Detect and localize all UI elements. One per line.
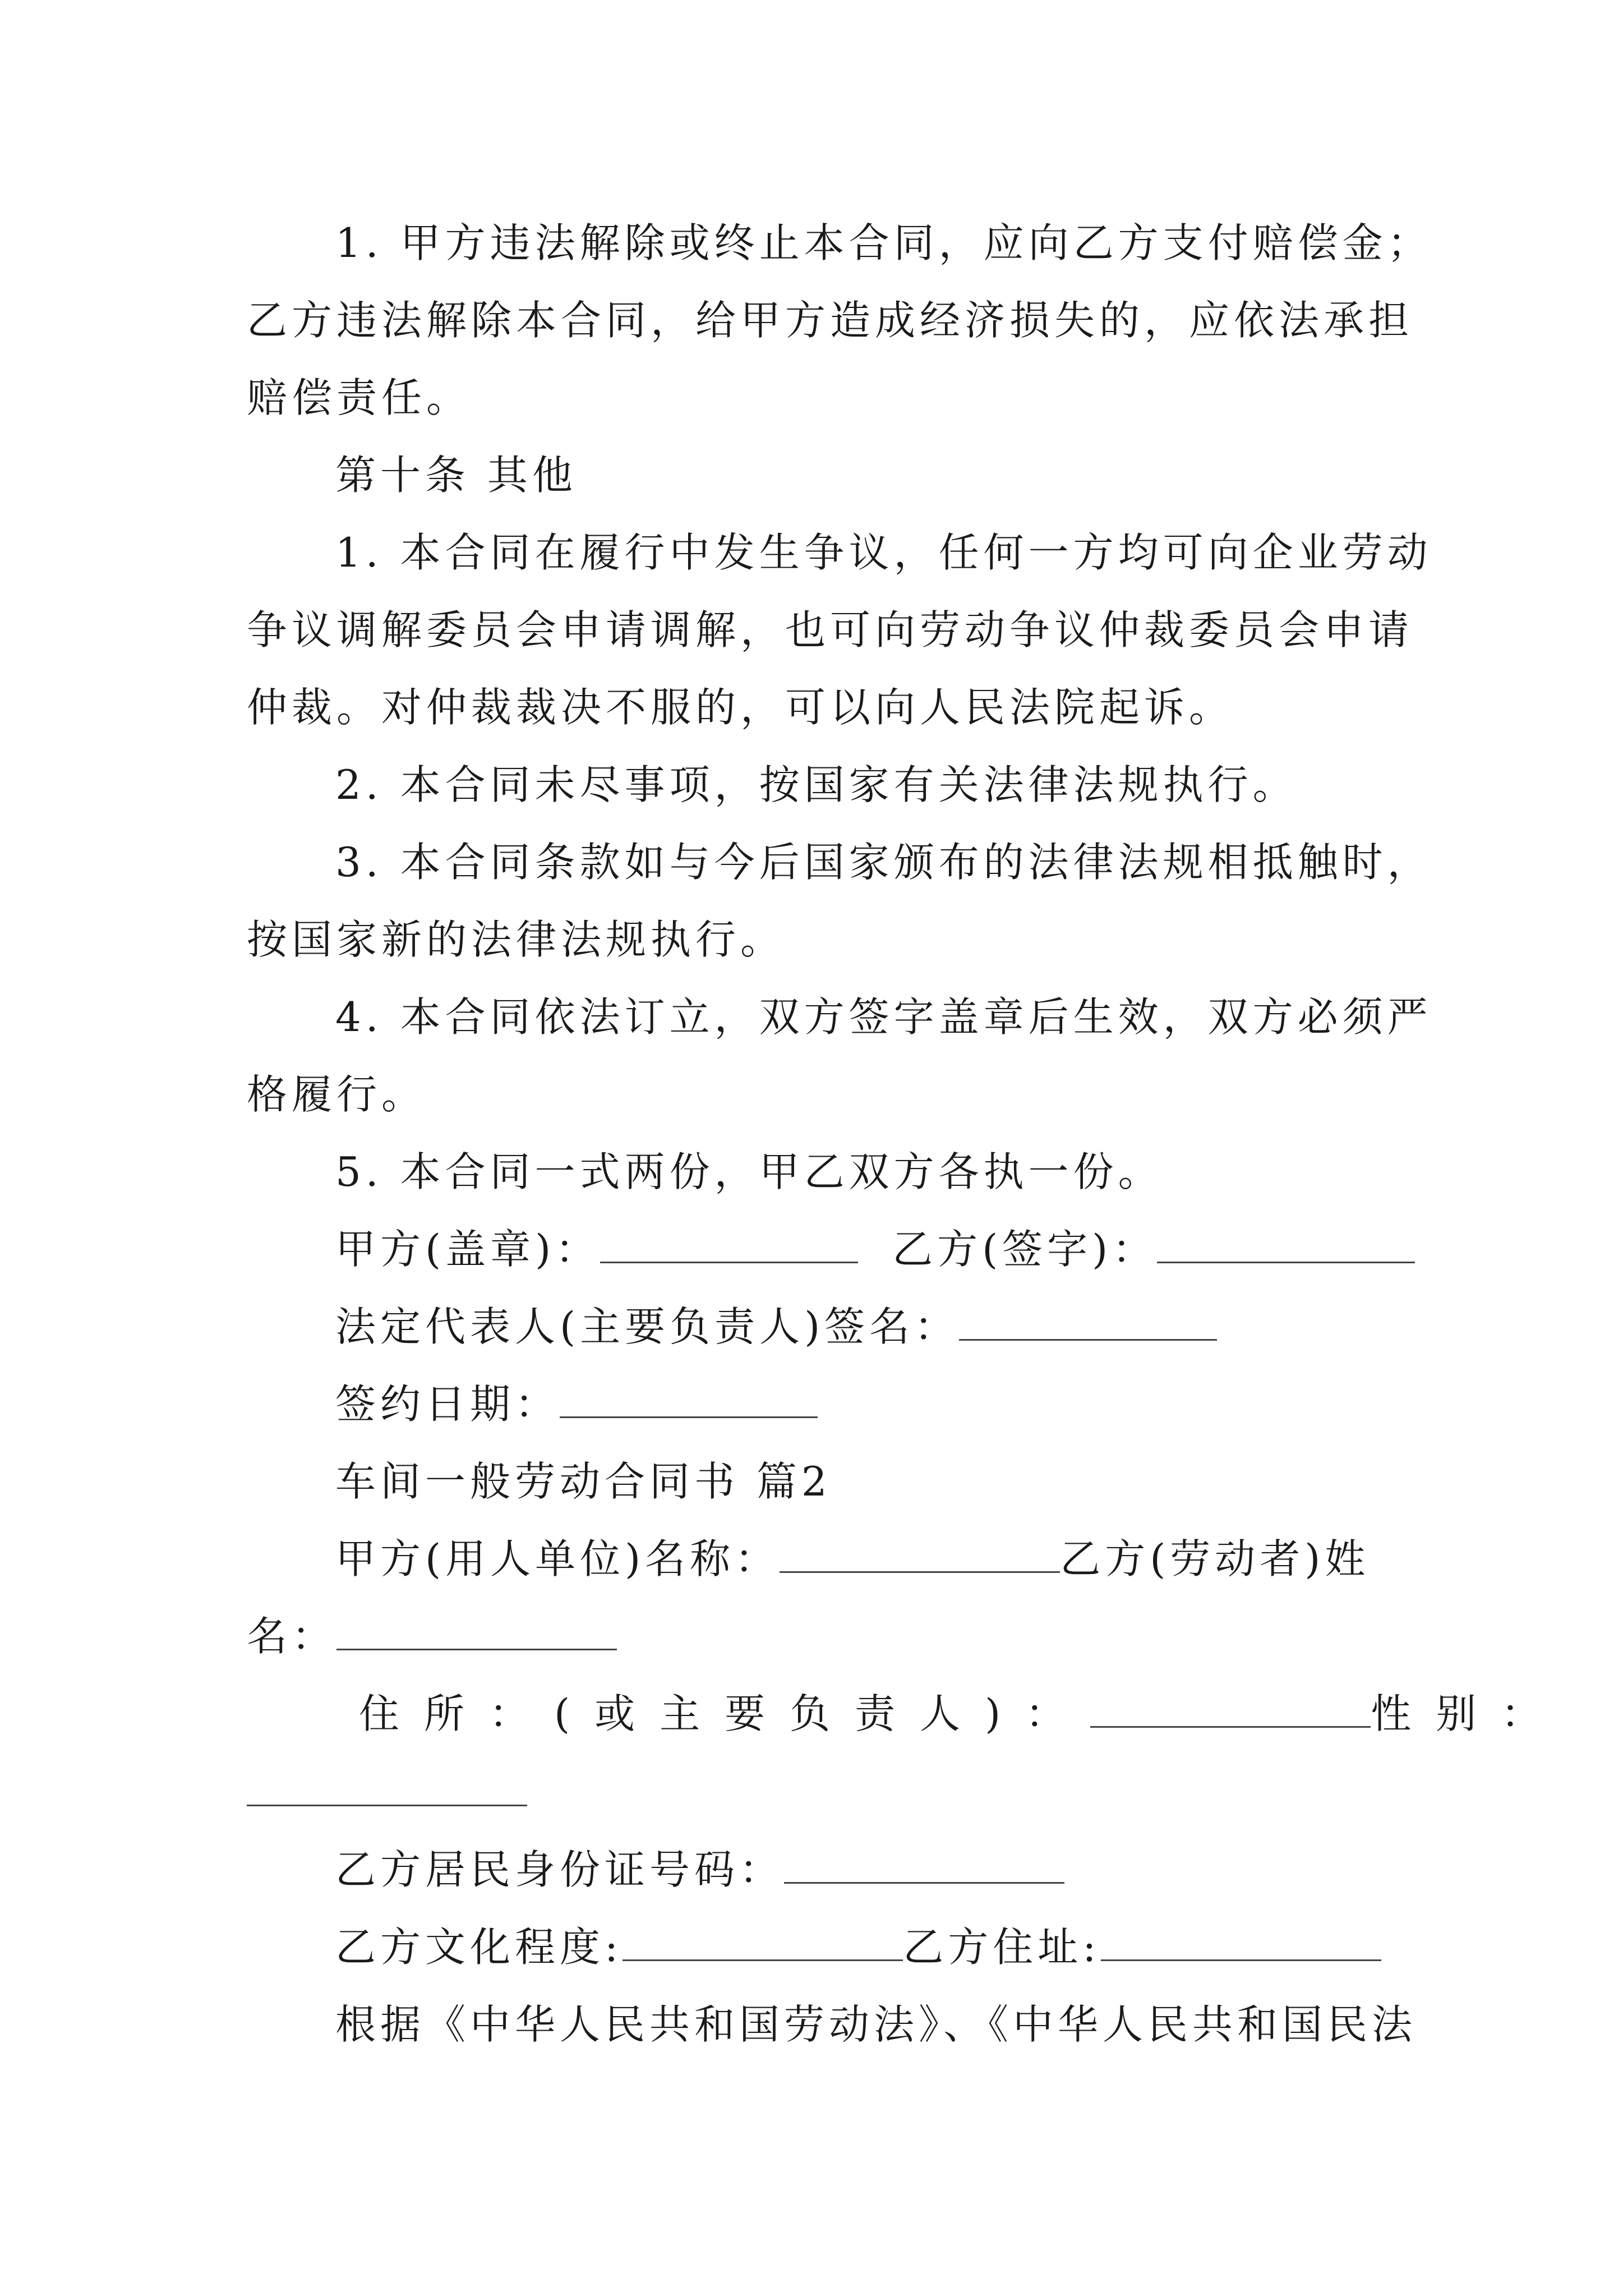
clause-10-4-line-1: 4. 本合同依法订立，双方签字盖章后生效，双方必须严 [335,993,1432,1041]
employee-name-label-cont: 名： [247,1613,337,1660]
id-number-label: 乙方居民身份证号码： [335,1846,785,1893]
form-row-gender-blank [247,1767,527,1818]
form-row-employee-name [247,1611,617,1662]
party-b-sign-blank [1157,1228,1415,1263]
clause-9-1-line-3: 赔偿责任。 [247,374,472,421]
form-row-education-residence [335,1922,1381,1972]
education-blank [623,1926,903,1961]
employer-name-label: 甲方(用人单位)名称： [335,1535,780,1582]
legal-rep-label: 法定代表人(主要负责人)签名： [335,1303,960,1350]
form-row-employer [335,1534,1370,1584]
clause-10-3-line-1: 3. 本合同条款如与今后国家颁布的法律法规相抵触时， [335,839,1432,886]
address-label: 住所：(或主要负责人)： [359,1690,1091,1737]
clause-9-1-line-1: 1. 甲方违法解除或终止本合同，应向乙方支付赔偿金； [335,219,1432,266]
signature-row-legal-rep [335,1301,1217,1352]
section-title: 车间一般劳动合同书 篇2 [335,1458,832,1505]
form-row-id [335,1844,1064,1895]
clause-10-1-line-1: 1. 本合同在履行中发生争议，任何一方均可向企业劳动 [335,529,1432,576]
id-number-blank [784,1848,1064,1884]
article-10-heading: 第十条 其他 [335,452,577,499]
employer-name-blank [780,1538,1060,1573]
clause-10-4-line-2: 格履行。 [247,1071,427,1118]
signature-row-parties [335,1224,1415,1274]
address-blank [1090,1692,1371,1728]
residence-label: 乙方住址: [903,1924,1101,1971]
clause-10-2: 2. 本合同未尽事项，按国家有关法律法规执行。 [335,761,1298,808]
education-label: 乙方文化程度: [335,1924,623,1971]
legal-basis-line: 根据《中华人民共和国劳动法》、《中华人民共和国民法 [335,2001,1417,2048]
residence-blank [1101,1926,1381,1961]
sign-date-label: 签约日期： [335,1381,560,1428]
clause-9-1-line-2: 乙方违法解除本合同，给甲方造成经济损失的，应依法承担 [247,297,1414,344]
form-row-address [359,1688,1566,1739]
clause-10-5: 5. 本合同一式两份，甲乙双方各执一份。 [335,1148,1163,1195]
clause-10-3-line-2: 按国家新的法律法规执行。 [247,916,786,963]
legal-rep-blank [959,1305,1217,1341]
party-a-seal-label: 甲方(盖章)： [335,1226,601,1273]
gender-blank [247,1771,527,1806]
employee-name-blank [336,1615,617,1650]
gender-label: 性别： [1371,1690,1566,1737]
party-b-sign-label: 乙方(签字)： [892,1226,1158,1273]
clause-10-1-line-3: 仲裁。对仲裁裁决不服的，可以向人民法院起诉。 [247,684,1234,731]
party-a-seal-blank [600,1228,858,1263]
signature-row-date [335,1379,818,1429]
sign-date-blank [560,1383,818,1418]
employee-name-label: 乙方(劳动者)姓 [1060,1535,1370,1582]
clause-10-1-line-2: 争议调解委员会申请调解，也可向劳动争议仲裁委员会申请 [247,606,1414,654]
